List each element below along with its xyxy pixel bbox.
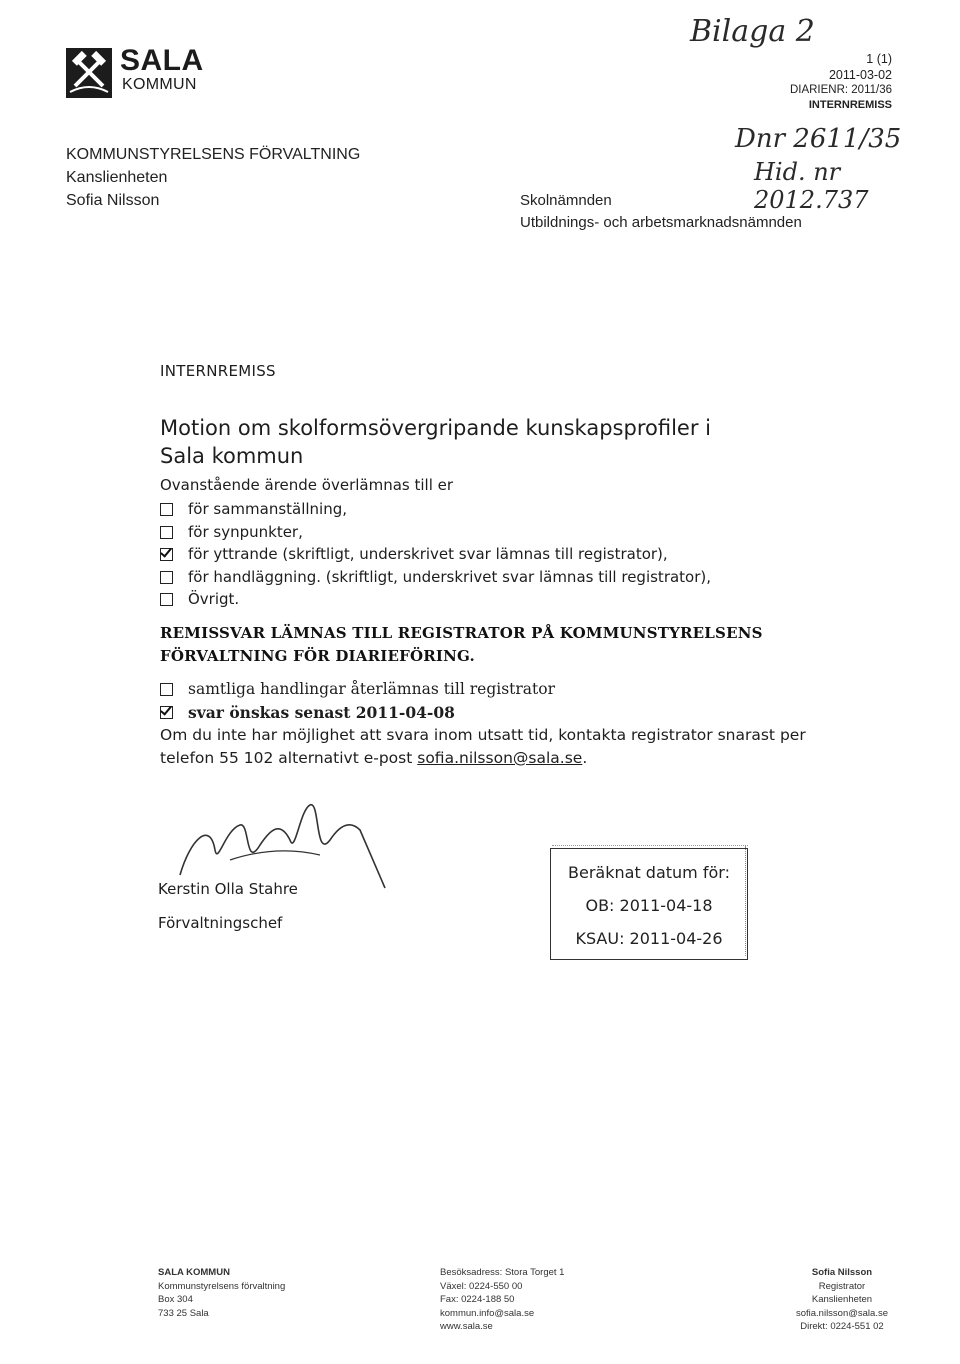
- footer-contact: [440, 1266, 564, 1334]
- signatory-name: Kerstin Olla Stahre: [158, 880, 298, 898]
- option-label: för sammanställning,: [188, 500, 348, 518]
- footer-reg-role: Registrator: [818, 1280, 866, 1292]
- recipient-1: Skolnämnden: [520, 192, 612, 209]
- datebox-ksau: KSAU: 2011-04-26: [575, 929, 723, 948]
- checkbox-icon: [160, 526, 173, 539]
- contact-line-2: [160, 749, 587, 767]
- contact-suffix: .: [582, 749, 588, 767]
- footer-phone: Växel: 0224-550 00: [440, 1280, 523, 1292]
- option-label: för synpunkter,: [188, 523, 303, 541]
- signatory-role: Förvaltningschef: [158, 914, 283, 932]
- recipient-2: Utbildnings- och arbetsmarknadsnämnden: [520, 214, 802, 231]
- datebox-ob: OB: 2011-04-18: [585, 896, 713, 915]
- footer-address: [158, 1266, 285, 1320]
- footer-reg-email: sofia.nilsson@sala.se: [795, 1307, 888, 1319]
- document-type: INTERNREMISS: [808, 99, 892, 111]
- option-handlaggning: [160, 566, 711, 588]
- footer-fax: Fax: 0224-188 50: [440, 1294, 515, 1305]
- contact-line-1: Om du inte har möjlighet att svara inom utsatt tid, kontakta registrator snarast per: [160, 726, 806, 744]
- footer-org: SALA KOMMUN: [158, 1267, 230, 1278]
- sender-name: Sofia Nilsson: [66, 192, 160, 209]
- contact-prefix: telefon 55 102 alternativt e-post: [160, 749, 418, 767]
- footer-dept: Kommunstyrelsens förvaltning: [158, 1280, 286, 1292]
- sender-department: KOMMUNSTYRELSENS FÖRVALTNING: [66, 146, 361, 163]
- footer-reg-name: Sofia Nilsson: [811, 1267, 873, 1278]
- document-date: 2011-03-02: [828, 68, 892, 82]
- handwritten-bilaga: Bilaga 2: [690, 14, 815, 49]
- checkbox-icon: [160, 503, 173, 516]
- crossed-hammers-icon: [66, 48, 112, 98]
- intro-text: Ovanstående ärende överlämnas till er: [160, 476, 454, 494]
- diary-number: DIARIENR: 2011/36: [789, 84, 892, 96]
- footer-reg-phone: Direkt: 0224-551 02: [800, 1321, 884, 1332]
- footer-visit: Besöksadress: Stora Torget 1: [440, 1267, 565, 1278]
- handwritten-signature: [170, 800, 390, 890]
- checked-checkbox-icon: [160, 706, 173, 719]
- footer-registrator: [796, 1266, 888, 1334]
- option-label: för yttrande (skriftligt, underskrivet svar lämnas till registrator),: [188, 545, 668, 563]
- checkbox-icon: [160, 683, 173, 696]
- option-synpunkter: [160, 521, 303, 543]
- checked-checkbox-icon: [160, 548, 173, 561]
- section-label: INTERNREMISS: [160, 362, 276, 380]
- stamp-side-edge: [745, 846, 750, 956]
- document-title: Motion om skolformsövergripande kunskapsprofiler i Sala kommun: [160, 416, 711, 468]
- sender-unit: Kanslienheten: [66, 169, 168, 186]
- estimated-date-box: [550, 848, 748, 960]
- handwritten-dnr: Dnr 2611/35: [735, 124, 902, 154]
- sala-kommun-logo: [66, 44, 216, 100]
- footer-reg-unit: Kanslienheten: [811, 1294, 873, 1305]
- footer-box: Box 304: [158, 1294, 193, 1305]
- contact-email-link[interactable]: sofia.nilsson@sala.se: [417, 749, 583, 767]
- logo-sala-text: SALA: [120, 44, 204, 77]
- option-label: svar önskas senast 2011-04-08: [188, 702, 455, 722]
- option-ovrigt: [160, 588, 239, 610]
- datebox-heading: Beräknat datum för:: [568, 863, 730, 882]
- handwritten-hid: Hid. nr 2012.737: [754, 158, 869, 214]
- option-yttrande: [160, 543, 668, 565]
- footer-postal: 733 25 Sala: [158, 1307, 209, 1319]
- option-sammanstallning: [160, 498, 347, 520]
- option-return-documents: [160, 678, 555, 700]
- option-label: samtliga handlingar återlämnas till registrator: [188, 680, 555, 698]
- option-label: för handläggning. (skriftligt, underskrivet svar lämnas till registrator),: [188, 568, 712, 586]
- instruction-line-1: REMISSVAR LÄMNAS TILL REGISTRATOR PÅ KOMMUNSTYRELSENS: [160, 624, 763, 642]
- checkbox-icon: [160, 593, 173, 606]
- footer-email: kommun.info@sala.se: [440, 1307, 535, 1319]
- page-number: 1 (1): [866, 52, 892, 66]
- footer-web: www.sala.se: [440, 1321, 493, 1332]
- option-label: Övrigt.: [188, 590, 240, 608]
- checkbox-icon: [160, 571, 173, 584]
- instruction-line-2: FÖRVALTNING FÖR DIARIEFÖRING.: [160, 647, 475, 665]
- option-reply-deadline: [160, 701, 455, 723]
- logo-kommun-text: KOMMUN: [122, 76, 197, 93]
